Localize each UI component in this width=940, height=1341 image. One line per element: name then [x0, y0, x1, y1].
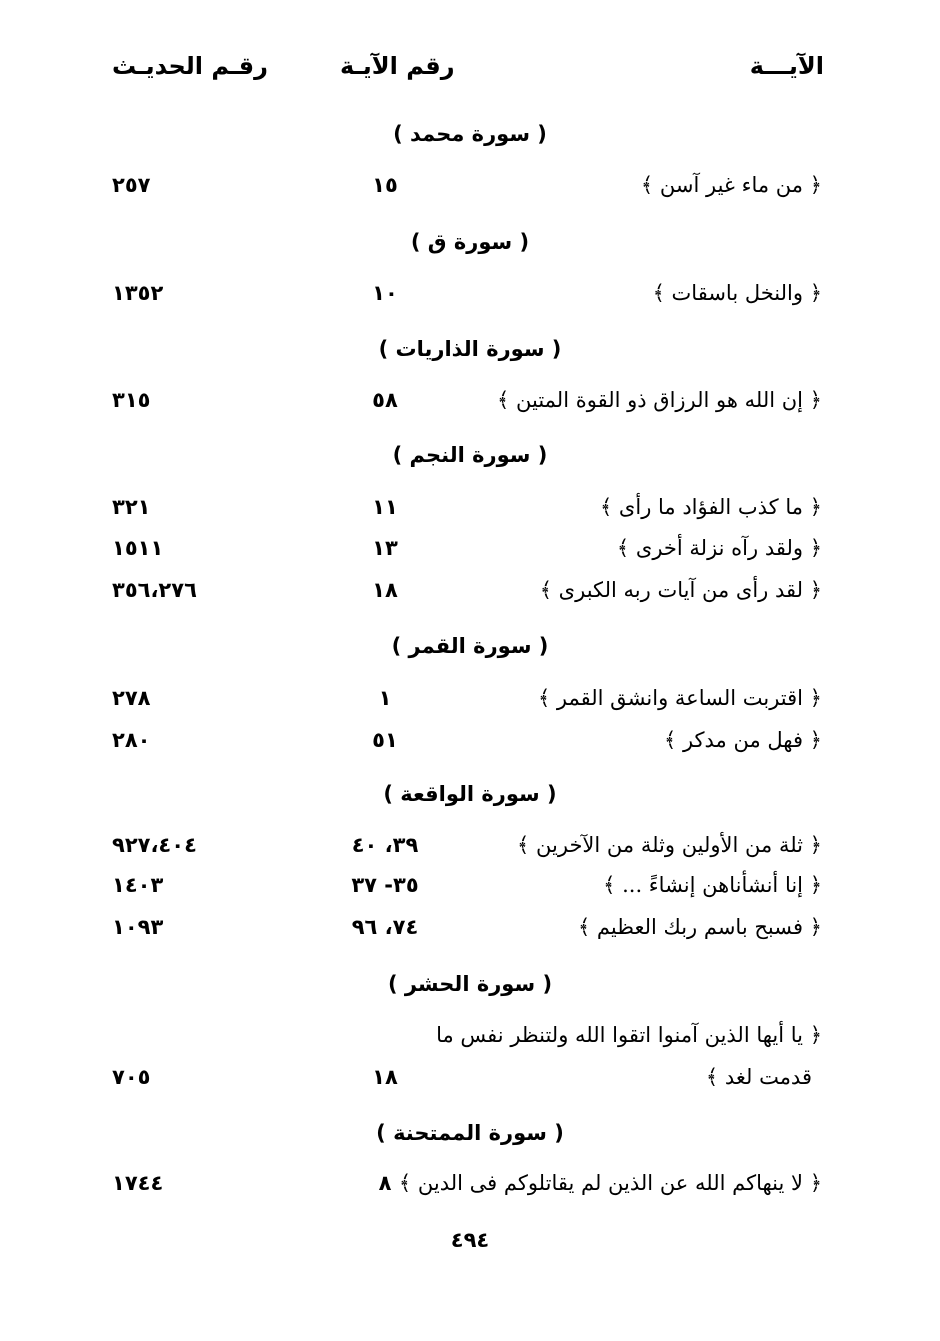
hadith-number: ٣٢١ [112, 495, 151, 519]
page-number: ٤٩٤ [450, 1228, 490, 1252]
ayah-text: ﴿ لقد رأى من آيات ربه الكبرى ﴾ [539, 578, 822, 602]
sura-heading: ( سورة الواقعة ) [383, 782, 557, 806]
ayah-number: ١٣ [372, 536, 398, 560]
ayah-text: ﴿ اقتربت الساعة وانشق القمر ﴾ [537, 686, 822, 710]
sura-heading: ( سورة القمر ) [391, 634, 549, 658]
column-header-ayah-number: رقم الآيـة [340, 52, 455, 80]
table-row [0, 1023, 940, 1063]
table-row [0, 388, 940, 428]
table-row [0, 536, 940, 576]
table-row [0, 281, 940, 321]
ayah-text: ﴿ لا ينهاكم الله عن الذين لم يقاتلوكم فى الدين ﴾ [398, 1171, 822, 1195]
hadith-number: ١٧٤٤ [112, 1171, 164, 1195]
ayah-number: ١٨ [372, 1065, 398, 1089]
hadith-number: ٢٨٠ [112, 728, 151, 752]
ayah-text: ﴿ يا أيها الذين آمنوا اتقوا الله ولتنظر نفس ما [436, 1023, 822, 1047]
ayah-text: ﴿ ما كذب الفؤاد ما رأى ﴾ [599, 495, 822, 519]
table-row [0, 728, 940, 768]
ayah-text: ﴿ إنا أنشأناهن إنشاءً ... ﴾ [603, 873, 822, 897]
ayah-text-continuation: قدمت لغد ﴾ [705, 1065, 812, 1089]
ayah-number: ١٠ [372, 281, 398, 305]
ayah-text: ﴿ والنخل باسقات ﴾ [652, 281, 822, 305]
ayah-number: ٨ [378, 1171, 392, 1195]
sura-heading: ( سورة النجم ) [392, 443, 548, 467]
hadith-number: ٢٥٧ [112, 173, 151, 197]
hadith-number: ١٣٥٢ [112, 281, 164, 305]
ayah-text: ﴿ فهل من مدكر ﴾ [663, 728, 822, 752]
ayah-number: ٥١ [372, 728, 398, 752]
ayah-text: ﴿ ولقد رآه نزلة أخرى ﴾ [616, 536, 822, 560]
sura-heading: ( سورة ق ) [410, 230, 530, 254]
hadith-number: ١٠٩٣ [112, 915, 164, 939]
ayah-text: ﴿ إن الله هو الرزاق ذو القوة المتين ﴾ [497, 388, 822, 412]
table-row [0, 686, 940, 726]
hadith-number: ٢٧٨ [112, 686, 151, 710]
table-row [0, 873, 940, 913]
hadith-number: ٧٠٥ [112, 1065, 151, 1089]
table-row [0, 578, 940, 618]
ayah-number: ١٨ [372, 578, 398, 602]
table-row [0, 833, 940, 873]
sura-heading: ( سورة الممتحنة ) [376, 1121, 564, 1145]
sura-heading: ( سورة الذاريات ) [378, 337, 562, 361]
sura-heading: ( سورة الحشر ) [387, 972, 553, 996]
table-row [0, 495, 940, 535]
column-header-hadith-number: رقـم الحديـث [112, 52, 268, 80]
ayah-number: ٣٥- ٣٧ [351, 873, 419, 897]
hadith-number: ٩٢٧،٤٠٤ [112, 833, 197, 857]
table-row [0, 173, 940, 213]
column-header-ayah: الآيـــة [749, 52, 824, 80]
sura-heading: ( سورة محمد ) [393, 122, 547, 146]
ayah-number: ٣٩، ٤٠ [351, 833, 419, 857]
ayah-text: ﴿ فسبح باسم ربك العظيم ﴾ [577, 915, 822, 939]
hadith-number: ١٥١١ [112, 536, 164, 560]
table-row [0, 1171, 940, 1211]
ayah-number: ١٥ [372, 173, 398, 197]
hadith-number: ١٤٠٣ [112, 873, 164, 897]
table-row [0, 1065, 940, 1105]
ayah-number: ٧٤، ٩٦ [351, 915, 419, 939]
hadith-number: ٣٥٦،٢٧٦ [112, 578, 197, 602]
ayah-text: ﴿ ثلة من الأولين وثلة من الآخرين ﴾ [517, 833, 822, 857]
hadith-number: ٣١٥ [112, 388, 151, 412]
ayah-text: ﴿ من ماء غير آسن ﴾ [640, 173, 822, 197]
ayah-number: ٥٨ [372, 388, 398, 412]
table-row [0, 915, 940, 955]
ayah-number: ١١ [372, 495, 398, 519]
ayah-number: ١ [378, 686, 392, 710]
